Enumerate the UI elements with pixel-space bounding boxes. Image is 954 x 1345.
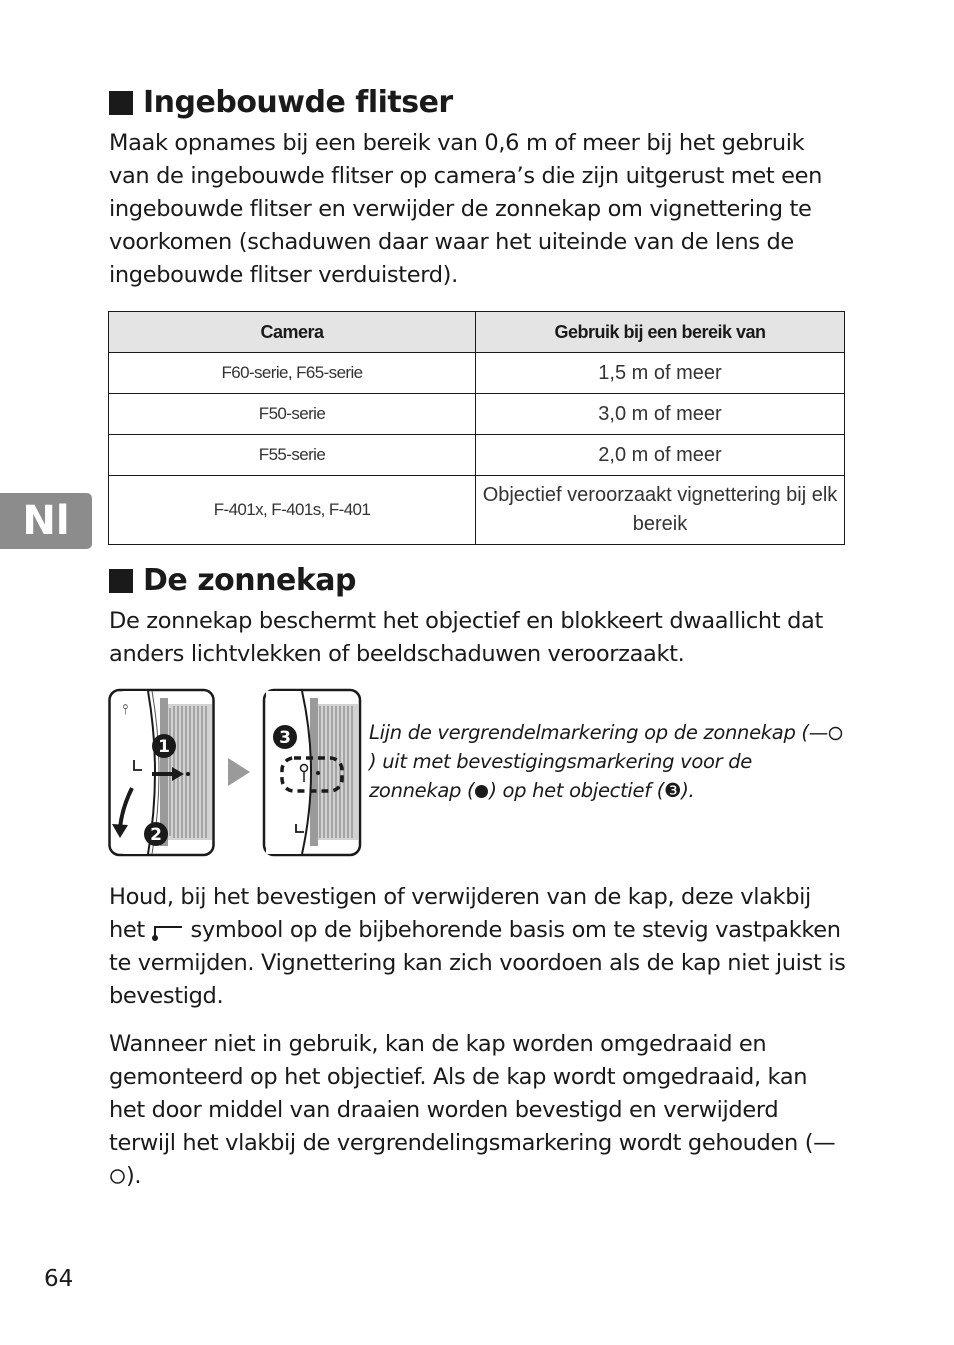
- hood-attach-panel-right: [264, 690, 360, 855]
- heading-square-icon: [109, 91, 133, 115]
- table-row: [109, 353, 845, 394]
- heading-text: De zonnekap: [143, 563, 356, 598]
- hood-attach-panel-left: [110, 690, 214, 855]
- page-number: 64: [44, 1266, 74, 1292]
- svg-text:1: 1: [158, 737, 170, 757]
- caption-text: ).: [681, 779, 695, 802]
- caption-text: Lijn de vergrendelmarkering op de zonnekap (—: [369, 721, 828, 744]
- lens-hood-illustration: [108, 688, 364, 858]
- paragraph-text: Houd, bij het bevestigen of verwijderen van de kap, deze vlakbij het: [109, 884, 811, 943]
- svg-text:3: 3: [279, 728, 291, 748]
- table-row: [109, 476, 845, 545]
- caption-text: ) op het objectief (: [489, 779, 665, 802]
- flash-paragraph: Maak opnames bij een bereik van 0,6 m of meer bij het gebruik van de ingebouwde flitser op camera’s die zijn uitgerust met een ingebouwde flitser en verwijder de zonnekap om vignettering te voorkomen (schaduwen daar waar het uiteinde van de lens de ingebouwde flitser verduisterd).: [109, 130, 823, 288]
- table-cell-camera: F-401x, F-401s, F-401: [109, 476, 476, 545]
- table-row: [109, 394, 845, 435]
- table-cell-camera: F55-serie: [109, 435, 476, 476]
- lock-circle-icon: [828, 726, 843, 741]
- handling-paragraph: [109, 881, 849, 1013]
- table-cell-camera: F50-serie: [109, 394, 476, 435]
- table-header-row: [109, 312, 845, 353]
- lock-mark-icon: ⫯: [122, 702, 129, 718]
- figure-caption: [369, 718, 849, 805]
- table-header-cell: Camera: [109, 312, 476, 353]
- hood-grip-icon: [152, 921, 184, 941]
- table-cell-range: 1,5 m of meer: [476, 353, 845, 394]
- section-heading-hood: [109, 563, 356, 599]
- paragraph-text: symbool op de bijbehorende basis om te stevig vastpakken te vermijden. Vignettering kan zich voordoen als de kap niet juist is bevestigd.: [109, 917, 846, 1009]
- lock-circle-icon: [109, 1168, 126, 1185]
- heading-square-icon: [109, 569, 133, 593]
- next-step-arrow-icon: [228, 758, 250, 786]
- table-cell-range: 2,0 m of meer: [476, 435, 845, 476]
- table-cell-camera: F60-serie, F65-serie: [109, 353, 476, 394]
- section-heading-flash: [109, 85, 453, 121]
- table-cell-range: 3,0 m of meer: [476, 394, 845, 435]
- reverse-mount-paragraph: [109, 1028, 849, 1193]
- heading-text: Ingebouwde flitser: [143, 85, 453, 120]
- table-header-cell: Gebruik bij een bereik van: [476, 312, 845, 353]
- table-cell-range: Objectief veroorzaakt vignettering bij elk bereik: [476, 476, 845, 545]
- flash-range-table: [108, 311, 845, 545]
- language-tab: Nl: [0, 493, 92, 549]
- table-row: [109, 435, 845, 476]
- paragraph-text: ).: [126, 1163, 142, 1189]
- svg-text:2: 2: [150, 825, 162, 845]
- paragraph-text: Wanneer niet in gebruik, kan de kap worden omgedraaid en gemonteerd op het objectief. Als de kap wordt omgedraaid, kan het door middel van draaien worden bevestigd en verwijderd terwijl het vlakbij de vergrendelingsmarkering wordt gehouden (—: [109, 1031, 836, 1156]
- caption-text: ) uit met bevestigingsmarkering voor de zonnekap (: [369, 750, 753, 802]
- hood-paragraph: De zonnekap beschermt het objectief en blokkeert dwaallicht dat anders lichtvlekken of beeldschaduwen veroorzaakt.: [109, 608, 823, 667]
- step-3-ref: ❸: [664, 779, 682, 802]
- mounting-dot-icon: [474, 784, 489, 799]
